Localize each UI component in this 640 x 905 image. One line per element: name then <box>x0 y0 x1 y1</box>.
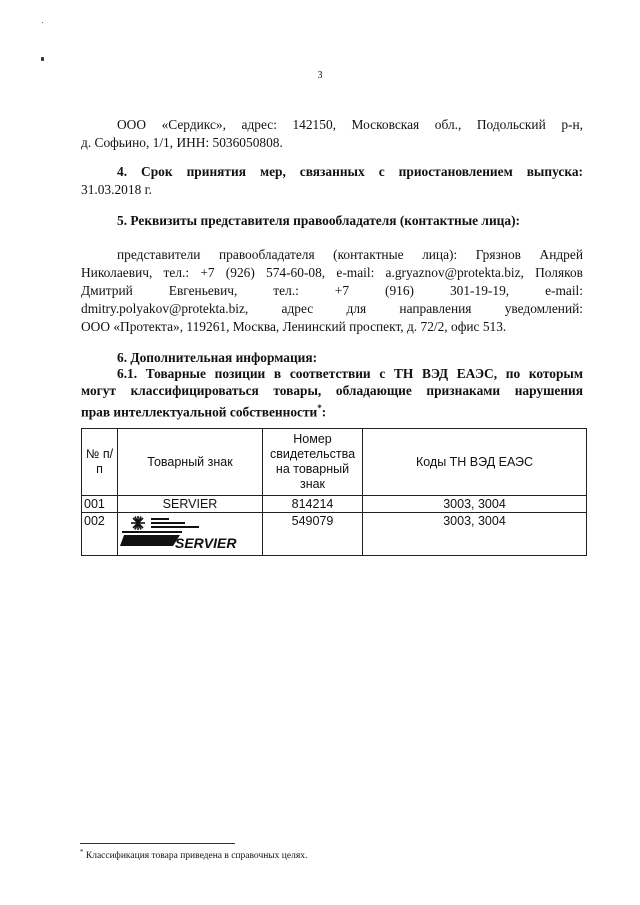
table-row <box>82 513 587 556</box>
contact-line: Дмитрий Евгеньевич, тел.: +7 (916) 301-19-19, e-mail: <box>81 283 583 298</box>
section-5-heading: 5. Реквизиты представителя правообладателя (контактные лица): <box>117 213 520 228</box>
address-line-1: ООО «Сердикс», адрес: 142150, Московская обл., Подольский р-н, <box>117 117 583 132</box>
footnote-marker: * <box>317 403 322 413</box>
cell-codes: 3003, 3004 <box>363 496 587 513</box>
starburst-icon <box>131 516 145 530</box>
cell-trademark-logo <box>118 513 263 556</box>
footnote <box>80 848 307 861</box>
table-header-row <box>82 429 587 496</box>
contact-line: Николаевич, тел.: +7 (926) 574-60-08, e-mail: a.gryaznov@protekta.biz, Поляков <box>81 265 583 280</box>
contact-line: ООО «Протекта», 119261, Москва, Ленинский проспект, д. 72/2, офис 513. <box>81 319 507 334</box>
contact-line: dmitry.polyakov@protekta.biz, адрес для направления уведомлений: <box>81 301 583 316</box>
cell-codes: 3003, 3004 <box>363 513 587 556</box>
footnote-divider <box>80 843 235 844</box>
footnote-text: Классификация товара приведена в справочных целях. <box>85 851 308 862</box>
cell-number: 002 <box>82 513 118 556</box>
header-trademark: Товарный знак <box>118 429 263 496</box>
footnote-mark: * <box>80 848 84 856</box>
section-6-1-line: могут классифицироваться товары, обладающие признаками нарушения <box>81 383 583 398</box>
section-6-heading: 6. Дополнительная информация: <box>117 350 318 365</box>
section-6-1-text: прав интеллектуальной собственности <box>81 404 318 420</box>
contact-line: представители правообладателя (контактные лица): Грязнов Андрей <box>117 247 583 262</box>
logo-wordmark: SERVIER <box>175 535 237 551</box>
cell-certificate: 814214 <box>263 496 363 513</box>
header-codes: Коды ТН ВЭД ЕАЭС <box>363 429 587 496</box>
servier-logo <box>118 513 258 551</box>
scan-speck <box>41 57 44 61</box>
section-6-1-colon: : <box>321 404 327 420</box>
cell-certificate: 549079 <box>263 513 363 556</box>
table-row <box>82 496 587 513</box>
section-4-heading: 4. Срок принятия мер, связанных с приостановлением выпуска: <box>117 164 583 179</box>
scan-speck <box>42 22 43 23</box>
page-number: 3 <box>317 70 323 81</box>
section-6-1-line: 6.1. Товарные позиции в соответствии с ТН ВЭД ЕАЭС, по которым <box>117 366 583 381</box>
section-4-date: 31.03.2018 г. <box>81 182 152 197</box>
goods-table <box>81 428 587 556</box>
address-line-2: д. Софьино, 1/1, ИНН: 5036050808. <box>81 135 283 150</box>
cell-trademark: SERVIER <box>118 496 263 513</box>
header-certificate: Номер свидетельства на товарный знак <box>263 429 363 496</box>
cell-number: 001 <box>82 496 118 513</box>
section-6-1-line-last <box>81 399 326 422</box>
header-number: № п/п <box>82 429 118 496</box>
